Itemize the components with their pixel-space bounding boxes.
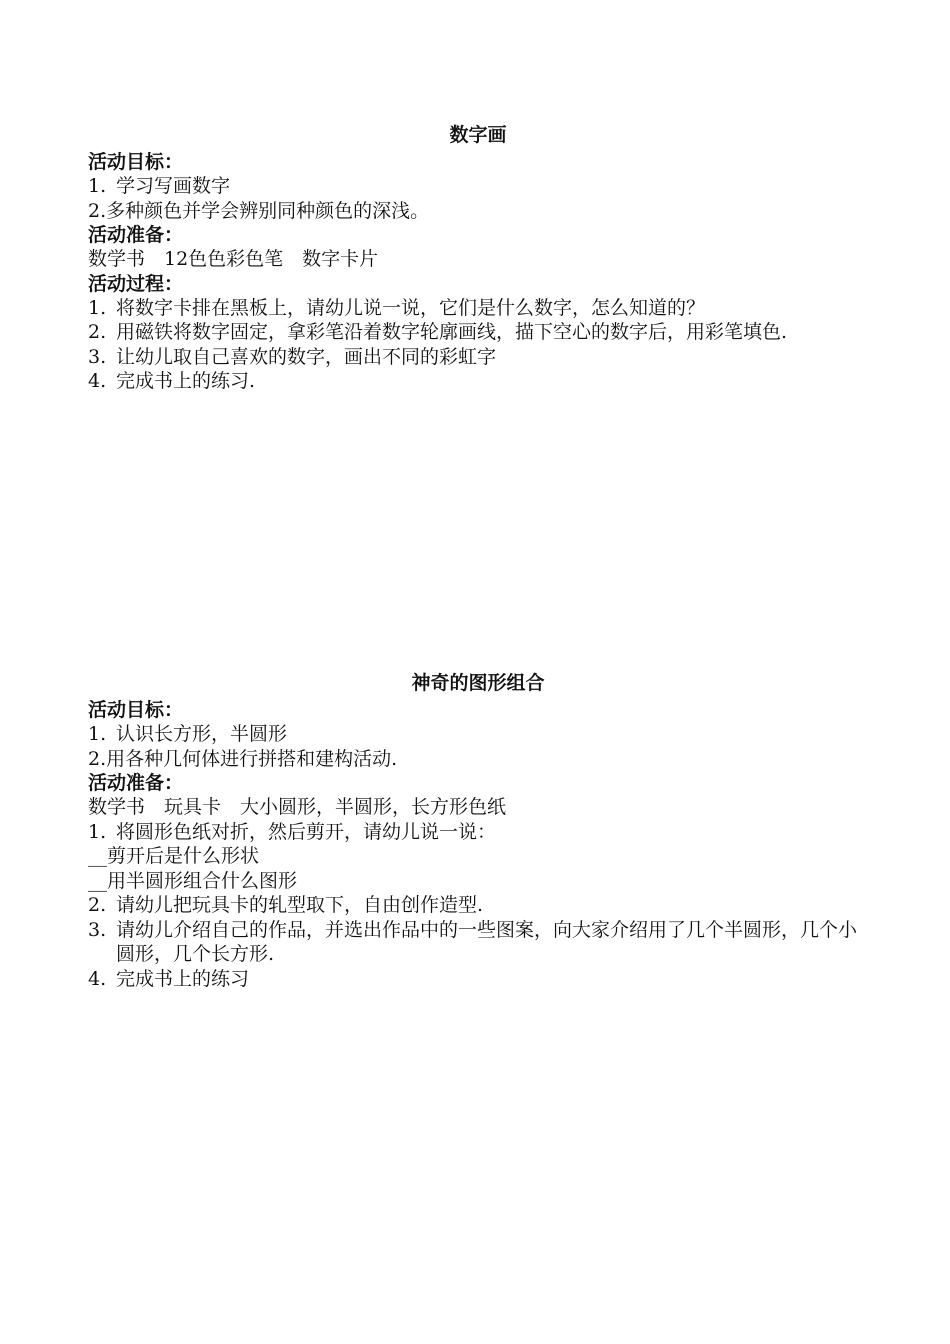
step-number: 4. (88, 370, 107, 392)
step-text: 完成书上的练习 (116, 967, 250, 990)
sub-question: __剪开后是什么形状 (88, 845, 260, 867)
goal-item: 2.多种颜色并学会辨别同种颜色的深浅。 (88, 199, 430, 222)
prep-heading: 活动准备： (88, 224, 184, 246)
goal-item: 2.用各种几何体进行拼搭和建构活动. (88, 747, 398, 770)
prep-text: 数学书 12色色彩色笔 数字卡片 (88, 248, 379, 270)
step-text: 请幼儿把玩具卡的轧型取下，自由创作造型. (116, 894, 484, 916)
prep-heading: 活动准备： (88, 772, 184, 794)
goal-number: 1. (88, 175, 107, 197)
goal-item (88, 174, 868, 199)
step-number: 4. (88, 967, 107, 990)
prep-text: 数学书 玩具卡 大小圆形，半圆形，长方形色纸 (88, 796, 507, 818)
step-number: 1. (88, 296, 107, 319)
step-item (88, 296, 868, 321)
step-item (88, 967, 868, 992)
goal-text: 认识长方形，半圆形 (116, 723, 288, 745)
lesson-title: 数字画 (449, 124, 507, 146)
step-item (88, 369, 868, 394)
step-number: 2. (88, 321, 107, 343)
step-text: 将圆形色纸对折，然后剪开，请幼儿说一说： (116, 820, 497, 843)
sub-question: __用半圆形组合什么图形 (88, 869, 298, 892)
step-text: 请幼儿介绍自己的作品，并选出作品中的一些图案，向大家介绍用了几个半圆形，几个小圆形，几个长方形. (116, 918, 858, 965)
step-text: 用磁铁将数字固定，拿彩笔沿着数字轮廓画线，描下空心的数字后，用彩笔填色. (116, 321, 788, 343)
goal-number: 1. (88, 723, 107, 745)
lesson-section-1 (88, 122, 868, 394)
step-item (88, 345, 868, 370)
goal-heading: 活动目标： (88, 699, 184, 721)
step-text: 让幼儿取自己喜欢的数字，画出不同的彩虹字 (116, 345, 497, 368)
process-heading: 活动过程： (88, 272, 184, 295)
step-number: 3. (88, 918, 107, 941)
step-item (88, 893, 868, 918)
lesson-title: 神奇的图形组合 (411, 672, 545, 694)
step-number: 2. (88, 894, 107, 916)
step-number: 1. (88, 820, 107, 843)
step-text: 将数字卡排在黑板上，请幼儿说一说，它们是什么数字，怎么知道的？ (116, 296, 706, 319)
goal-item (88, 722, 868, 747)
goal-heading: 活动目标： (88, 151, 184, 173)
step-item (88, 320, 868, 345)
step-number: 3. (88, 345, 107, 368)
goal-text: 学习写画数字 (116, 175, 231, 197)
step-item (88, 918, 868, 967)
step-text: 完成书上的练习. (116, 370, 256, 392)
lesson-section-2 (88, 670, 868, 991)
step-item (88, 820, 868, 845)
